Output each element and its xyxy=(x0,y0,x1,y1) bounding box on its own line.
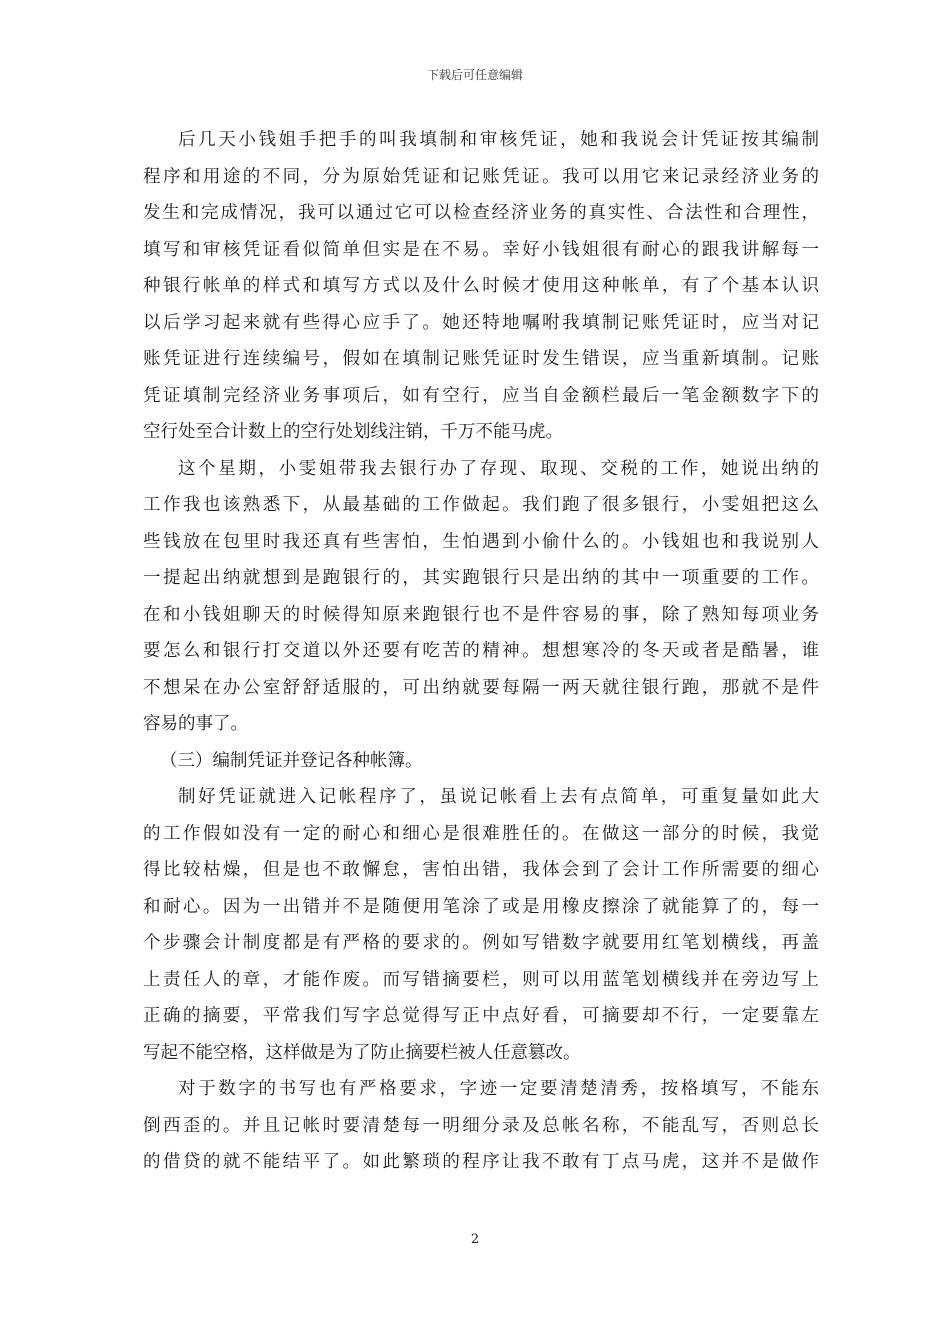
text-line: 制好凭证就进入记帐程序了，虽说记帐看上去有点简单，可重复量如此大 xyxy=(178,787,819,807)
text-line: 和耐心。因为一出错并不是随便用笔涂了或是用橡皮擦涂了就能算了的，每一 xyxy=(143,896,819,917)
text-line: 得比较枯燥，但是也不敢懈怠，害怕出错，我体会到了会计工作所需要的细心 xyxy=(143,860,819,880)
text-line: 种银行帐单的样式和填写方式以及什么时候才使用这种帐单，有了个基本认识 xyxy=(143,276,819,296)
text-line: 填写和审核凭证看似简单但实是在不易。幸好小钱姐很有耐心的跟我讲解每一 xyxy=(143,239,819,260)
text-line: 的工作假如没有一定的耐心和细心是很难胜任的。在做这一部分的时候，我觉 xyxy=(143,823,819,844)
text-line: 后几天小钱姐手把手的叫我填制和审核凭证，她和我说会计凭证按其编制 xyxy=(178,130,819,150)
text-line: 这个星期，小雯姐带我去银行办了存现、取现、交税的工作，她说出纳的 xyxy=(178,458,819,479)
page-header: 下载后可任意编辑 xyxy=(426,68,523,82)
text-line: 空行处至合计数上的空行处划线注销，千万不能马虎。 xyxy=(143,422,563,442)
text-line: 倒西歪的。并且记帐时要清楚每一明细分录及总帐名称，不能乱写，否则总长 xyxy=(143,1115,819,1136)
text-line: 容易的事了。 xyxy=(143,714,248,734)
text-line: 工作我也该熟悉下，从最基础的工作做起。我们跑了很多银行，小雯姐把这么 xyxy=(143,495,819,515)
text-line: 正确的摘要，平常我们写字总觉得写正中点好看，可摘要却不行，一定要靠左 xyxy=(143,1006,819,1026)
text-line: 在和小钱姐聊天的时候得知原来跑银行也不是件容易的事，除了熟知每项业务 xyxy=(143,604,819,625)
text-line: 一提起出纳就想到是跑银行的，其实跑银行只是出纳的其中一项重要的工作。 xyxy=(143,568,819,588)
paragraph-4 xyxy=(143,1071,819,1181)
text-line: 的借贷的就不能结平了。如此繁琐的程序让我不敢有丁点马虎，这并不是做作 xyxy=(143,1152,819,1172)
section-heading xyxy=(143,743,819,780)
text-line: 对于数字的书写也有严格要求，字迹一定要清楚清秀，按格填写，不能东 xyxy=(178,1079,819,1099)
text-line: 以后学习起来就有些得心应手了。她还特地嘱咐我填制记账凭证时，应当对记 xyxy=(143,312,819,333)
text-line: 凭证填制完经济业务事项后，如有空行，应当自金额栏最后一笔金额数字下的 xyxy=(143,385,819,406)
section-heading-text: （三）编制凭证并登记各种帐簿。 xyxy=(160,750,423,771)
paragraph-1 xyxy=(143,122,819,451)
paragraph-3 xyxy=(143,779,819,1071)
document-body xyxy=(143,122,819,1181)
page-number: 2 xyxy=(470,1232,480,1247)
text-line: 上责任人的章，才能作废。而写错摘要栏，则可以用蓝笔划横线并在旁边写上 xyxy=(143,969,819,990)
text-line: 些钱放在包里时我还真有些害怕，生怕遇到小偷什么的。小钱姐也和我说别人 xyxy=(143,531,819,552)
paragraph-2 xyxy=(143,451,819,743)
text-line: 个步骤会计制度都是有严格的要求的。例如写错数字就要用红笔划横线，再盖 xyxy=(143,933,819,953)
text-line: 不想呆在办公室舒舒适服的，可出纳就要每隔一两天就往银行跑，那就不是件 xyxy=(143,677,819,698)
text-line: 发生和完成情况，我可以通过它可以检查经济业务的真实性、合法性和合理性， xyxy=(143,203,819,223)
text-line: 账凭证进行连续编号，假如在填制记账凭证时发生错误，应当重新填制。记账 xyxy=(143,349,819,369)
text-line: 写起不能空格，这样做是为了防止摘要栏被人任意篡改。 xyxy=(143,1042,581,1063)
text-line: 程序和用途的不同，分为原始凭证和记账凭证。我可以用它来记录经济业务的 xyxy=(143,166,819,187)
text-line: 要怎么和银行打交道以外还要有吃苦的精神。想想寒冷的冬天或者是酷暑，谁 xyxy=(143,641,819,661)
